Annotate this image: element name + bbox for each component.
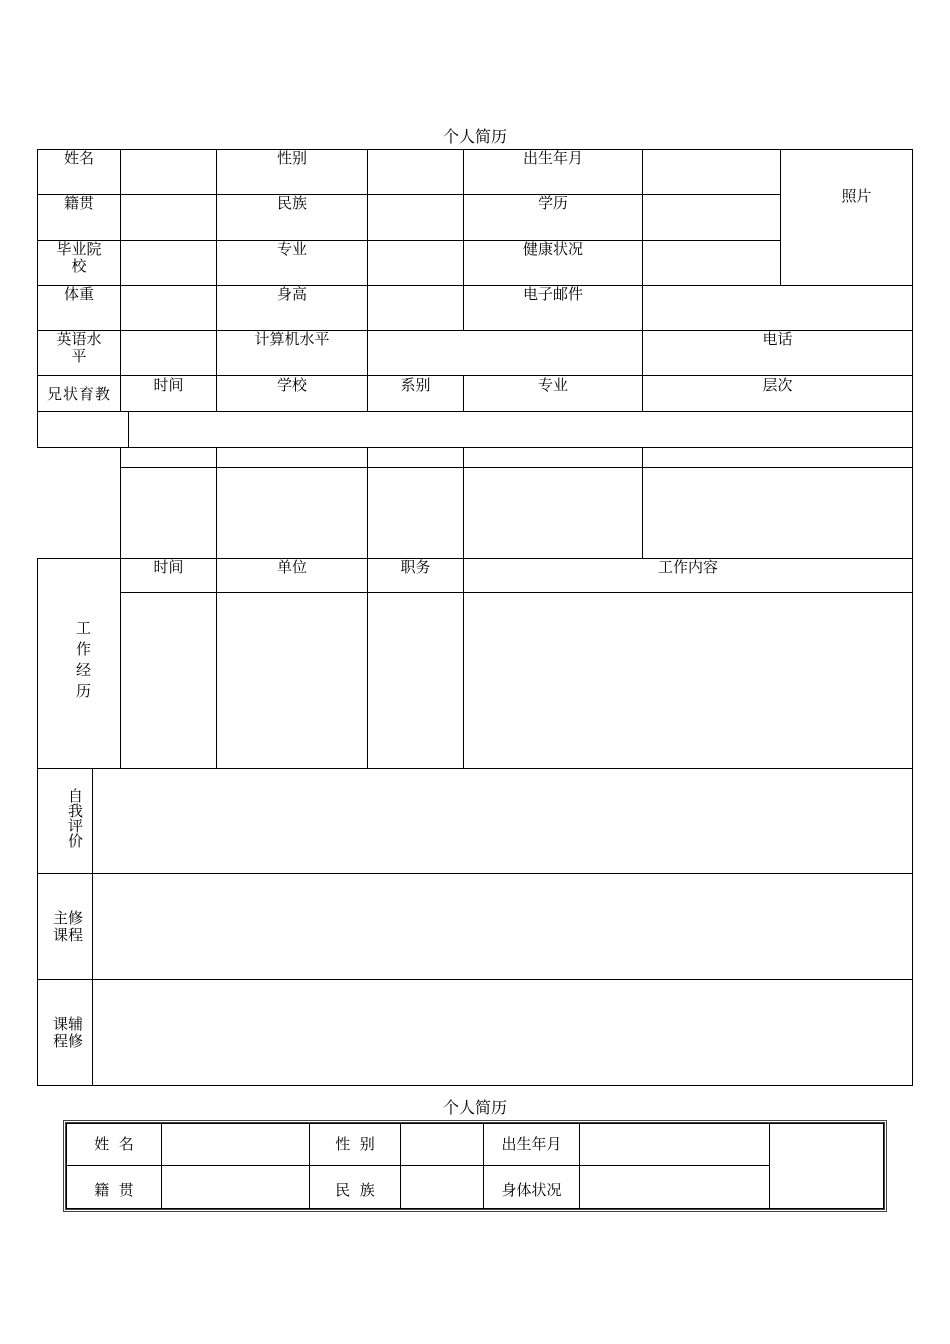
- work-unit-cell[interactable]: [216, 592, 368, 769]
- email-value-cell[interactable]: [642, 285, 913, 331]
- name-value-cell[interactable]: [120, 149, 217, 195]
- r2-birth-value-cell[interactable]: [579, 1123, 770, 1166]
- r2-native-place-value-cell[interactable]: [161, 1165, 310, 1209]
- edu-school-label: 学校: [276, 376, 307, 394]
- page-title-2: 个人简历: [442, 1098, 507, 1117]
- self-eval-label: 自我评价: [66, 788, 84, 848]
- native-place-value-cell[interactable]: [120, 194, 217, 241]
- main-courses-label-line1: 主修: [52, 909, 83, 927]
- r2-native-place-label: 籍 贯: [94, 1181, 134, 1199]
- work-section-label: 工作经历: [74, 620, 92, 704]
- r2-health-value-cell[interactable]: [579, 1165, 770, 1209]
- ethnicity-value-cell[interactable]: [367, 194, 464, 241]
- education-section-label: 兄状育教: [46, 385, 111, 403]
- weight-label: 体重: [63, 285, 94, 303]
- edu-row-2-dept-cell[interactable]: [367, 447, 464, 468]
- edu-dept-label: 系别: [400, 376, 431, 394]
- major-value-cell[interactable]: [367, 240, 464, 286]
- edu-row-2-school-cell[interactable]: [216, 447, 368, 468]
- work-time-cell[interactable]: [120, 592, 217, 769]
- education-label: 学历: [537, 194, 568, 212]
- english-value-cell[interactable]: [120, 330, 217, 376]
- photo-cell[interactable]: [780, 149, 913, 286]
- email-label: 电子邮件: [522, 285, 583, 303]
- school-value-cell[interactable]: [120, 240, 217, 286]
- edu-time-label: 时间: [153, 376, 184, 394]
- school-label-line2: 校: [71, 257, 87, 275]
- main-courses-cell[interactable]: [92, 873, 913, 980]
- computer-label: 计算机水平: [254, 330, 330, 348]
- page-title: 个人简历: [442, 127, 507, 146]
- computer-value-cell[interactable]: [367, 330, 643, 376]
- minor-courses-label-line1: 课辅: [52, 1015, 83, 1033]
- main-courses-label-line2: 课程: [52, 926, 83, 944]
- minor-courses-cell[interactable]: [92, 979, 913, 1086]
- work-position-cell[interactable]: [367, 592, 464, 769]
- work-content-label: 工作内容: [657, 558, 718, 576]
- r2-gender-value-cell[interactable]: [400, 1123, 484, 1166]
- r2-photo-cell[interactable]: [769, 1123, 884, 1209]
- edu-row-3-school-cell[interactable]: [216, 467, 368, 559]
- edu-row-2-level-cell[interactable]: [642, 447, 913, 468]
- name-label: 姓名: [63, 149, 94, 167]
- self-eval-label-cell: [37, 768, 93, 874]
- major-label: 专业: [276, 240, 307, 258]
- edu-row-2-major-cell[interactable]: [463, 447, 643, 468]
- edu-row-1-left-cell[interactable]: [37, 411, 129, 448]
- r2-ethnicity-label: 民 族: [335, 1181, 375, 1199]
- work-content-cell[interactable]: [463, 592, 913, 769]
- health-label: 健康状况: [522, 240, 583, 258]
- birth-label: 出生年月: [522, 149, 583, 167]
- photo-label: 照片: [841, 187, 872, 205]
- english-label-line1: 英语水: [56, 330, 102, 348]
- edu-row-3-time-cell[interactable]: [120, 467, 217, 559]
- gender-value-cell[interactable]: [367, 149, 464, 195]
- r2-name-label: 姓 名: [94, 1135, 134, 1153]
- r2-gender-label: 性 别: [335, 1135, 375, 1153]
- work-position-label: 职务: [400, 558, 431, 576]
- school-label-line1: 毕业院: [56, 240, 102, 258]
- edu-row-3-major-cell[interactable]: [463, 467, 643, 559]
- work-unit-label: 单位: [276, 558, 307, 576]
- edu-level-label: 层次: [762, 376, 793, 394]
- r2-birth-label: 出生年月: [501, 1135, 562, 1153]
- work-time-label: 时间: [153, 558, 184, 576]
- birth-value-cell[interactable]: [642, 149, 781, 195]
- height-label: 身高: [276, 285, 307, 303]
- weight-value-cell[interactable]: [120, 285, 217, 331]
- edu-row-2-time-cell[interactable]: [120, 447, 217, 468]
- edu-row-1-right-cell[interactable]: [128, 411, 913, 448]
- edu-major-label: 专业: [537, 376, 568, 394]
- self-eval-cell[interactable]: [92, 768, 913, 874]
- r2-health-label: 身体状况: [501, 1181, 562, 1199]
- english-label-line2: 平: [71, 347, 87, 365]
- edu-row-3-dept-cell[interactable]: [367, 467, 464, 559]
- minor-courses-label-line2: 程修: [52, 1032, 83, 1050]
- phone-label: 电话: [762, 330, 793, 348]
- gender-label: 性别: [276, 149, 307, 167]
- native-place-label: 籍贯: [63, 194, 94, 212]
- ethnicity-label: 民族: [276, 194, 307, 212]
- health-value-cell[interactable]: [642, 240, 781, 286]
- education-value-cell[interactable]: [642, 194, 781, 241]
- height-value-cell[interactable]: [367, 285, 464, 331]
- edu-row-3-level-cell[interactable]: [642, 467, 913, 559]
- r2-ethnicity-value-cell[interactable]: [400, 1165, 484, 1209]
- r2-name-value-cell[interactable]: [161, 1123, 310, 1166]
